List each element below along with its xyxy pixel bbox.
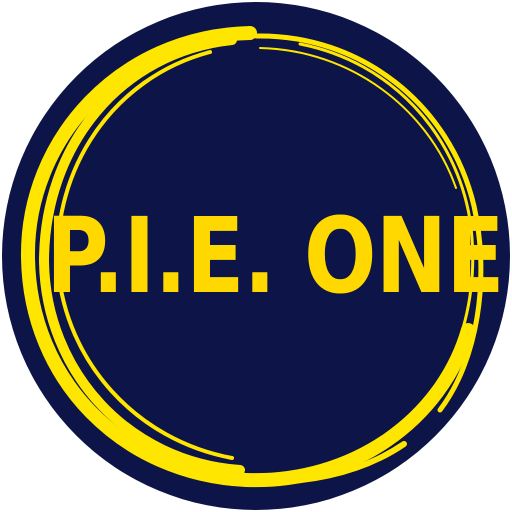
logo-wordmark: P.I.E. ONE xyxy=(46,195,504,317)
